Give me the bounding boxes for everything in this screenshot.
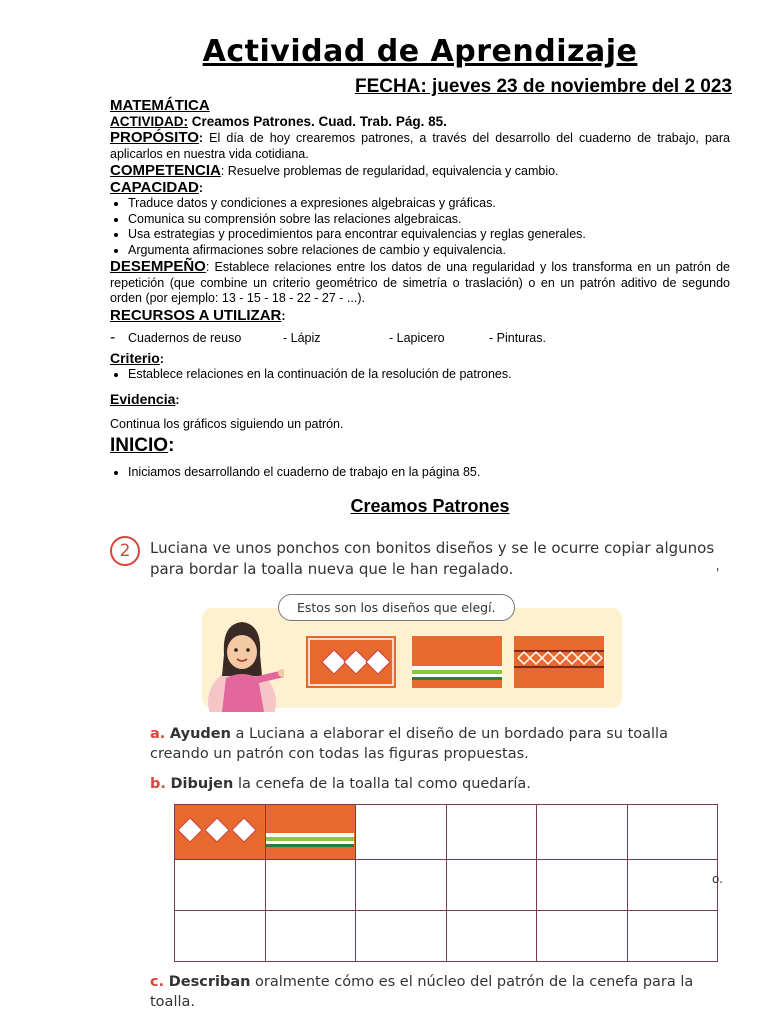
speech-bubble: Estos son los diseños que elegí. [278, 594, 515, 621]
page-title: Actividad de Aprendizaje [202, 34, 638, 69]
table-row [175, 911, 718, 962]
recurso-item: - Pinturas. [489, 331, 546, 345]
zigzag-design [514, 636, 604, 688]
grid-cell[interactable] [265, 860, 356, 911]
question-c-label: c. [150, 974, 165, 990]
evidencia-label: Evidencia [110, 390, 176, 407]
proposito-text: El día de hoy crearemos patrones, a través del desarrollo del cuaderno de trabajo, para aplicarlos en nuestra vida cotidiana. [110, 131, 730, 161]
list-item: • Iniciamos desarrollando el cuaderno de trabajo en la página 85. [128, 465, 730, 481]
textbook-excerpt [106, 528, 726, 1010]
question-a-text: a Luciana a elaborar el diseño de un bordado para su toalla creando un patrón con todas las figuras propuestas. [150, 726, 668, 762]
problem-number: 2 [110, 536, 140, 566]
criterio-heading [110, 351, 730, 368]
recursos-list [110, 330, 730, 347]
list-item: • Comunica su comprensión sobre las relaciones algebraicas. [128, 212, 730, 228]
table-row [175, 805, 718, 860]
grid-cell[interactable] [175, 911, 266, 962]
desempeno-line [110, 259, 730, 307]
actividad-line [110, 114, 730, 131]
list-item: • Establece relaciones en la continuación de la resolución de patrones. [128, 367, 730, 383]
capacidad-heading [110, 180, 730, 197]
evidencia-text: Continua los gráficos siguiendo un patrón. [110, 417, 344, 431]
actividad-label: ACTIVIDAD: [110, 113, 188, 129]
stripe-design [412, 636, 502, 688]
capacidad-list [110, 196, 730, 258]
proposito-label: PROPÓSITO [110, 129, 199, 146]
recurso-item: Cuadernos de reuso [128, 331, 242, 345]
area-heading: MATEMÁTICA [110, 97, 210, 114]
grid-cell[interactable] [627, 911, 718, 962]
question-b [150, 774, 531, 794]
list-item: • Traduce datos y condiciones a expresiones algebraicas y gráficas. [128, 196, 730, 212]
competencia-label: COMPETENCIA [110, 162, 221, 179]
question-c-text: oralmente cómo es el núcleo del patrón de la cenefa para la toalla. [150, 974, 694, 1010]
grid-cell[interactable] [356, 805, 447, 860]
question-a-bold: Ayuden [169, 726, 231, 742]
recursos-dash: - [110, 329, 116, 346]
grid-cell[interactable] [446, 860, 537, 911]
question-a [150, 724, 720, 764]
date-line: FECHA: jueves 23 de noviembre del 2 023 [355, 76, 732, 97]
inicio-colon: : [168, 434, 175, 456]
grid-cell[interactable] [446, 805, 537, 860]
grid-cell-diamond[interactable] [175, 805, 266, 860]
criterio-colon: : [159, 351, 164, 366]
list-item: • Usa estrategias y procedimientos para encontrar equivalencias y reglas generales. [128, 227, 730, 243]
grid-cell[interactable] [446, 911, 537, 962]
table-row [175, 860, 718, 911]
side-mark: o. [712, 872, 723, 886]
tick-mark: ' [716, 566, 720, 580]
actividad-text: Creamos Patrones. Cuad. Trab. Pág. 85. [188, 113, 447, 129]
desempeno-text: : Establece relaciones entre los datos de una regularidad y los transforma en un patrón de repetición (que combine un criterio geométrico de simetría o traslación) o en un patrón aditivo de segundo orden (por ejemplo: 13 - 15 - 18 - 22 - 27 - ...). [110, 260, 730, 305]
recursos-heading [110, 308, 730, 325]
recurso-item: - Lapicero [389, 331, 445, 345]
section-subtitle: Creamos Patrones [350, 496, 510, 516]
grid-cell[interactable] [627, 805, 718, 860]
recurso-item: - Lápiz [283, 331, 321, 345]
criterio-label: Criterio [110, 349, 160, 366]
proposito-colon: : [198, 131, 204, 145]
grid-cell[interactable] [356, 860, 447, 911]
question-c [150, 972, 726, 1012]
criterio-list [110, 367, 730, 383]
stripe-pattern-icon [266, 805, 354, 855]
grid-cell-stripe[interactable] [265, 805, 356, 860]
competencia-text: : Resuelve problemas de regularidad, equivalencia y cambio. [220, 164, 559, 178]
inicio-label: INICIO [110, 434, 169, 456]
grid-cell[interactable] [627, 860, 718, 911]
evidencia-colon: : [175, 392, 180, 407]
question-b-bold: Dibujen [170, 776, 234, 792]
question-a-label: a. [150, 726, 166, 742]
question-b-text: la cenefa de la toalla tal como quedaría. [233, 776, 531, 792]
girl-illustration [200, 614, 284, 712]
inicio-heading [110, 434, 730, 456]
grid-cell[interactable] [175, 860, 266, 911]
problem-text: Luciana ve unos ponchos con bonitos diseños y se le ocurre copiar algunos para bordar la toalla nueva que le han regalado. [150, 539, 715, 578]
capacidad-label: CAPACIDAD [110, 178, 199, 196]
capacidad-colon: : [198, 180, 204, 195]
list-item: • Argumenta afirmaciones sobre relaciones de cambio y equivalencia. [128, 243, 730, 259]
grid-cell[interactable] [537, 805, 628, 860]
recursos-label: RECURSOS A UTILIZAR [110, 306, 282, 324]
evidencia-heading [110, 392, 730, 409]
grid-cell[interactable] [265, 911, 356, 962]
question-c-bold: Describan [168, 974, 251, 990]
inicio-list [110, 465, 730, 481]
grid-cell[interactable] [356, 911, 447, 962]
pattern-grid [174, 804, 718, 962]
grid-cell[interactable] [537, 911, 628, 962]
diamond-design [306, 636, 396, 688]
grid-cell[interactable] [537, 860, 628, 911]
proposito-line [110, 130, 730, 162]
desempeno-label: DESEMPEÑO [110, 258, 206, 275]
lesson-content [110, 98, 730, 481]
diamond-pattern-icon [175, 805, 263, 855]
competencia-line [110, 163, 730, 180]
recursos-colon: : [281, 308, 286, 323]
question-b-label: b. [150, 776, 166, 792]
